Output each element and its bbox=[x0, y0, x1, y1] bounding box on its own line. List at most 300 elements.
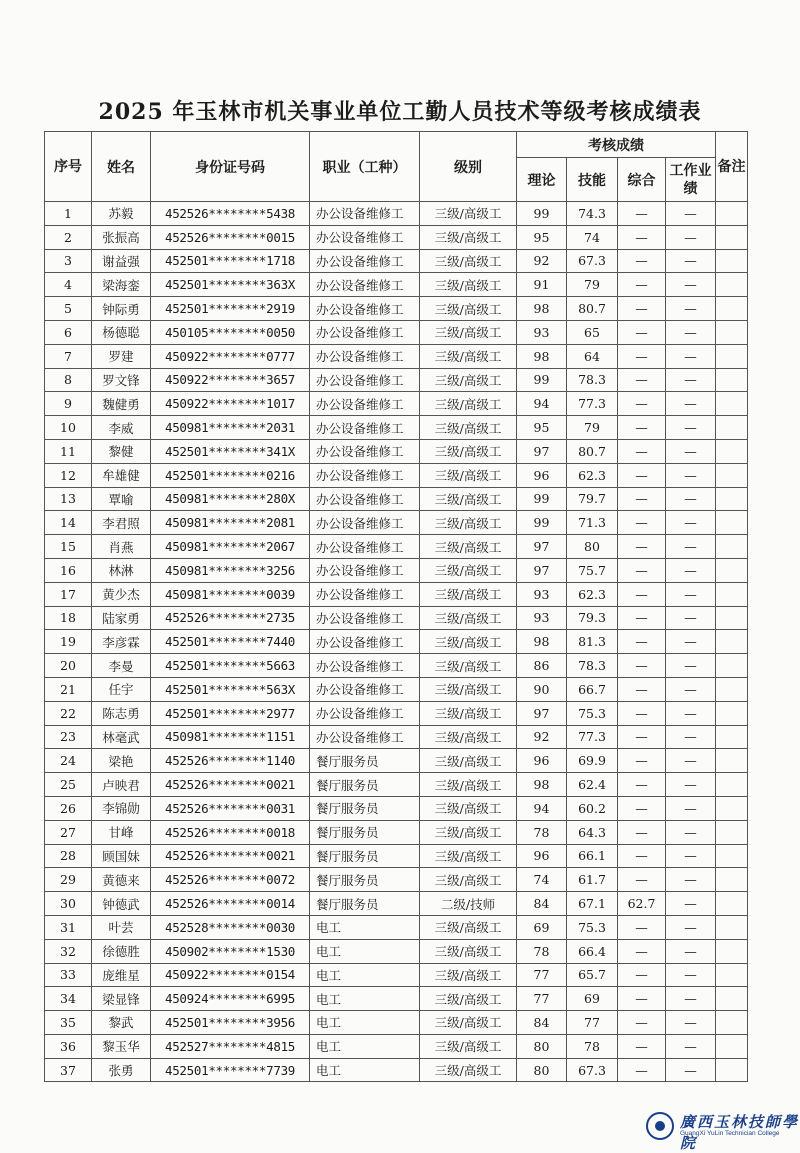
cell-theory: 94 bbox=[517, 392, 567, 416]
cell-performance: — bbox=[666, 297, 716, 321]
cell-seq: 16 bbox=[45, 558, 92, 582]
cell-skill: 80.7 bbox=[567, 439, 618, 463]
cell-skill: 81.3 bbox=[567, 630, 618, 654]
cell-level: 三级/高级工 bbox=[420, 487, 517, 511]
cell-seq: 36 bbox=[45, 1034, 92, 1058]
cell-overall: — bbox=[618, 439, 666, 463]
cell-skill: 69.9 bbox=[567, 749, 618, 773]
cell-skill: 61.7 bbox=[567, 868, 618, 892]
cell-name: 魏健勇 bbox=[92, 392, 151, 416]
cell-name: 梁艳 bbox=[92, 749, 151, 773]
cell-remark bbox=[716, 773, 748, 797]
header-remark: 备注 bbox=[716, 132, 748, 202]
cell-seq: 27 bbox=[45, 820, 92, 844]
cell-occupation: 办公设备维修工 bbox=[310, 463, 420, 487]
cell-skill: 62.3 bbox=[567, 582, 618, 606]
cell-theory: 97 bbox=[517, 535, 567, 559]
cell-skill: 79.7 bbox=[567, 487, 618, 511]
table-row bbox=[45, 915, 748, 939]
cell-remark bbox=[716, 1034, 748, 1058]
cell-occupation: 办公设备维修工 bbox=[310, 677, 420, 701]
cell-overall: — bbox=[618, 844, 666, 868]
cell-level: 三级/高级工 bbox=[420, 701, 517, 725]
cell-performance: — bbox=[666, 701, 716, 725]
cell-level: 三级/高级工 bbox=[420, 796, 517, 820]
cell-theory: 92 bbox=[517, 249, 567, 273]
cell-skill: 79.3 bbox=[567, 606, 618, 630]
cell-occupation: 办公设备维修工 bbox=[310, 582, 420, 606]
cell-occupation: 电工 bbox=[310, 1034, 420, 1058]
cell-remark bbox=[716, 892, 748, 916]
cell-level: 三级/高级工 bbox=[420, 225, 517, 249]
cell-theory: 93 bbox=[517, 320, 567, 344]
cell-theory: 97 bbox=[517, 439, 567, 463]
cell-theory: 98 bbox=[517, 630, 567, 654]
school-name-en: GuangXi YuLin Technician College bbox=[680, 1130, 780, 1137]
header-skill: 技能 bbox=[567, 158, 618, 202]
cell-theory: 80 bbox=[517, 1034, 567, 1058]
cell-name: 徐德胜 bbox=[92, 939, 151, 963]
cell-theory: 98 bbox=[517, 344, 567, 368]
header-name: 姓名 bbox=[92, 132, 151, 202]
cell-name: 陈志勇 bbox=[92, 701, 151, 725]
cell-overall: — bbox=[618, 368, 666, 392]
cell-level: 三级/高级工 bbox=[420, 273, 517, 297]
cell-skill: 75.3 bbox=[567, 915, 618, 939]
cell-overall: — bbox=[618, 511, 666, 535]
cell-level: 三级/高级工 bbox=[420, 1058, 517, 1082]
cell-occupation: 电工 bbox=[310, 987, 420, 1011]
cell-seq: 10 bbox=[45, 416, 92, 440]
cell-skill: 74.3 bbox=[567, 202, 618, 226]
cell-occupation: 办公设备维修工 bbox=[310, 225, 420, 249]
cell-seq: 15 bbox=[45, 535, 92, 559]
cell-id: 452528********0030 bbox=[151, 915, 310, 939]
cell-occupation: 办公设备维修工 bbox=[310, 535, 420, 559]
cell-seq: 33 bbox=[45, 963, 92, 987]
cell-overall: — bbox=[618, 654, 666, 678]
cell-performance: — bbox=[666, 749, 716, 773]
cell-id: 452526********0031 bbox=[151, 796, 310, 820]
cell-seq: 35 bbox=[45, 1011, 92, 1035]
cell-overall: — bbox=[618, 297, 666, 321]
cell-overall: — bbox=[618, 915, 666, 939]
cell-occupation: 餐厅服务员 bbox=[310, 868, 420, 892]
cell-id: 450922********3657 bbox=[151, 368, 310, 392]
cell-id: 452501********7739 bbox=[151, 1058, 310, 1082]
cell-theory: 84 bbox=[517, 892, 567, 916]
table-row bbox=[45, 463, 748, 487]
cell-occupation: 办公设备维修工 bbox=[310, 202, 420, 226]
table-row bbox=[45, 654, 748, 678]
cell-theory: 84 bbox=[517, 1011, 567, 1035]
cell-occupation: 电工 bbox=[310, 1011, 420, 1035]
cell-remark bbox=[716, 487, 748, 511]
cell-skill: 77 bbox=[567, 1011, 618, 1035]
cell-occupation: 餐厅服务员 bbox=[310, 820, 420, 844]
cell-remark bbox=[716, 844, 748, 868]
cell-overall: — bbox=[618, 558, 666, 582]
cell-theory: 98 bbox=[517, 773, 567, 797]
cell-skill: 65.7 bbox=[567, 963, 618, 987]
cell-performance: — bbox=[666, 939, 716, 963]
cell-overall: — bbox=[618, 796, 666, 820]
cell-overall: — bbox=[618, 416, 666, 440]
cell-performance: — bbox=[666, 987, 716, 1011]
cell-id: 452526********0015 bbox=[151, 225, 310, 249]
cell-seq: 34 bbox=[45, 987, 92, 1011]
cell-performance: — bbox=[666, 796, 716, 820]
cell-level: 三级/高级工 bbox=[420, 820, 517, 844]
cell-performance: — bbox=[666, 630, 716, 654]
cell-remark bbox=[716, 630, 748, 654]
cell-level: 三级/高级工 bbox=[420, 392, 517, 416]
table-row bbox=[45, 320, 748, 344]
cell-id: 452501********7440 bbox=[151, 630, 310, 654]
cell-theory: 99 bbox=[517, 487, 567, 511]
cell-skill: 71.3 bbox=[567, 511, 618, 535]
cell-theory: 96 bbox=[517, 749, 567, 773]
cell-id: 452501********1718 bbox=[151, 249, 310, 273]
cell-performance: — bbox=[666, 725, 716, 749]
cell-occupation: 办公设备维修工 bbox=[310, 487, 420, 511]
cell-overall: — bbox=[618, 463, 666, 487]
cell-theory: 78 bbox=[517, 820, 567, 844]
cell-occupation: 办公设备维修工 bbox=[310, 558, 420, 582]
cell-performance: — bbox=[666, 320, 716, 344]
cell-remark bbox=[716, 987, 748, 1011]
cell-id: 450981********3256 bbox=[151, 558, 310, 582]
cell-theory: 96 bbox=[517, 844, 567, 868]
cell-id: 450105********0050 bbox=[151, 320, 310, 344]
cell-level: 三级/高级工 bbox=[420, 1011, 517, 1035]
header-level: 级别 bbox=[420, 132, 517, 202]
cell-seq: 1 bbox=[45, 202, 92, 226]
table-row bbox=[45, 1011, 748, 1035]
cell-overall: — bbox=[618, 1034, 666, 1058]
cell-theory: 94 bbox=[517, 796, 567, 820]
cell-skill: 74 bbox=[567, 225, 618, 249]
table-row bbox=[45, 844, 748, 868]
cell-performance: — bbox=[666, 892, 716, 916]
cell-remark bbox=[716, 1011, 748, 1035]
cell-occupation: 办公设备维修工 bbox=[310, 297, 420, 321]
table-row bbox=[45, 892, 748, 916]
cell-theory: 77 bbox=[517, 963, 567, 987]
cell-seq: 17 bbox=[45, 582, 92, 606]
cell-theory: 95 bbox=[517, 416, 567, 440]
cell-name: 李锦勋 bbox=[92, 796, 151, 820]
cell-overall: — bbox=[618, 963, 666, 987]
cell-remark bbox=[716, 320, 748, 344]
cell-theory: 91 bbox=[517, 273, 567, 297]
cell-name: 钟德武 bbox=[92, 892, 151, 916]
cell-remark bbox=[716, 606, 748, 630]
table-row bbox=[45, 963, 748, 987]
cell-id: 450981********1151 bbox=[151, 725, 310, 749]
cell-seq: 2 bbox=[45, 225, 92, 249]
cell-performance: — bbox=[666, 368, 716, 392]
cell-performance: — bbox=[666, 416, 716, 440]
cell-name: 覃喻 bbox=[92, 487, 151, 511]
cell-overall: — bbox=[618, 273, 666, 297]
cell-id: 452501********0216 bbox=[151, 463, 310, 487]
cell-level: 三级/高级工 bbox=[420, 249, 517, 273]
cell-remark bbox=[716, 439, 748, 463]
cell-remark bbox=[716, 344, 748, 368]
cell-seq: 21 bbox=[45, 677, 92, 701]
cell-seq: 6 bbox=[45, 320, 92, 344]
cell-overall: — bbox=[618, 725, 666, 749]
cell-id: 452501********5663 bbox=[151, 654, 310, 678]
cell-performance: — bbox=[666, 558, 716, 582]
cell-id: 452526********1140 bbox=[151, 749, 310, 773]
cell-id: 452526********0021 bbox=[151, 844, 310, 868]
cell-seq: 9 bbox=[45, 392, 92, 416]
cell-occupation: 办公设备维修工 bbox=[310, 701, 420, 725]
cell-seq: 20 bbox=[45, 654, 92, 678]
cell-level: 三级/高级工 bbox=[420, 344, 517, 368]
cell-id: 452526********5438 bbox=[151, 202, 310, 226]
cell-remark bbox=[716, 868, 748, 892]
cell-seq: 25 bbox=[45, 773, 92, 797]
table-row bbox=[45, 202, 748, 226]
cell-skill: 78.3 bbox=[567, 368, 618, 392]
cell-skill: 77.3 bbox=[567, 725, 618, 749]
table-row bbox=[45, 297, 748, 321]
cell-id: 450902********1530 bbox=[151, 939, 310, 963]
cell-id: 450981********280X bbox=[151, 487, 310, 511]
cell-overall: — bbox=[618, 701, 666, 725]
cell-level: 三级/高级工 bbox=[420, 202, 517, 226]
cell-occupation: 餐厅服务员 bbox=[310, 892, 420, 916]
cell-occupation: 餐厅服务员 bbox=[310, 749, 420, 773]
cell-occupation: 办公设备维修工 bbox=[310, 654, 420, 678]
cell-name: 叶芸 bbox=[92, 915, 151, 939]
cell-occupation: 办公设备维修工 bbox=[310, 273, 420, 297]
cell-seq: 37 bbox=[45, 1058, 92, 1082]
cell-id: 452526********2735 bbox=[151, 606, 310, 630]
cell-remark bbox=[716, 915, 748, 939]
cell-performance: — bbox=[666, 654, 716, 678]
cell-skill: 65 bbox=[567, 320, 618, 344]
cell-name: 卢映君 bbox=[92, 773, 151, 797]
cell-remark bbox=[716, 582, 748, 606]
cell-level: 三级/高级工 bbox=[420, 773, 517, 797]
cell-overall: — bbox=[618, 344, 666, 368]
cell-performance: — bbox=[666, 868, 716, 892]
cell-skill: 62.3 bbox=[567, 463, 618, 487]
cell-theory: 98 bbox=[517, 297, 567, 321]
cell-seq: 30 bbox=[45, 892, 92, 916]
cell-occupation: 办公设备维修工 bbox=[310, 439, 420, 463]
cell-level: 三级/高级工 bbox=[420, 844, 517, 868]
cell-theory: 80 bbox=[517, 1058, 567, 1082]
cell-name: 李威 bbox=[92, 416, 151, 440]
cell-level: 三级/高级工 bbox=[420, 654, 517, 678]
table-row bbox=[45, 439, 748, 463]
cell-skill: 78.3 bbox=[567, 654, 618, 678]
cell-overall: — bbox=[618, 820, 666, 844]
cell-id: 450922********1017 bbox=[151, 392, 310, 416]
cell-remark bbox=[716, 463, 748, 487]
cell-occupation: 办公设备维修工 bbox=[310, 368, 420, 392]
cell-name: 陆家勇 bbox=[92, 606, 151, 630]
cell-name: 李君照 bbox=[92, 511, 151, 535]
cell-id: 450922********0777 bbox=[151, 344, 310, 368]
cell-skill: 67.3 bbox=[567, 1058, 618, 1082]
cell-occupation: 餐厅服务员 bbox=[310, 796, 420, 820]
cell-theory: 99 bbox=[517, 202, 567, 226]
cell-name: 张勇 bbox=[92, 1058, 151, 1082]
cell-overall: — bbox=[618, 606, 666, 630]
cell-skill: 75.7 bbox=[567, 558, 618, 582]
cell-level: 三级/高级工 bbox=[420, 535, 517, 559]
table-row bbox=[45, 225, 748, 249]
cell-name: 甘峰 bbox=[92, 820, 151, 844]
cell-name: 肖燕 bbox=[92, 535, 151, 559]
cell-performance: — bbox=[666, 963, 716, 987]
cell-seq: 5 bbox=[45, 297, 92, 321]
cell-skill: 64 bbox=[567, 344, 618, 368]
cell-level: 三级/高级工 bbox=[420, 582, 517, 606]
cell-performance: — bbox=[666, 463, 716, 487]
cell-overall: — bbox=[618, 487, 666, 511]
cell-overall: — bbox=[618, 202, 666, 226]
cell-skill: 80.7 bbox=[567, 297, 618, 321]
cell-name: 牟雄健 bbox=[92, 463, 151, 487]
cell-skill: 80 bbox=[567, 535, 618, 559]
table-row bbox=[45, 416, 748, 440]
table-row bbox=[45, 725, 748, 749]
cell-remark bbox=[716, 939, 748, 963]
cell-performance: — bbox=[666, 249, 716, 273]
cell-name: 罗建 bbox=[92, 344, 151, 368]
table-row bbox=[45, 796, 748, 820]
cell-level: 三级/高级工 bbox=[420, 677, 517, 701]
header-performance: 工作业绩 bbox=[666, 158, 716, 202]
cell-performance: — bbox=[666, 1058, 716, 1082]
cell-level: 三级/高级工 bbox=[420, 558, 517, 582]
cell-remark bbox=[716, 202, 748, 226]
cell-performance: — bbox=[666, 202, 716, 226]
cell-name: 黄少杰 bbox=[92, 582, 151, 606]
cell-theory: 77 bbox=[517, 987, 567, 1011]
cell-skill: 64.3 bbox=[567, 820, 618, 844]
cell-remark bbox=[716, 416, 748, 440]
header-scores: 考核成绩 bbox=[517, 132, 716, 158]
cell-theory: 93 bbox=[517, 582, 567, 606]
cell-performance: — bbox=[666, 915, 716, 939]
cell-id: 452526********0014 bbox=[151, 892, 310, 916]
table-row bbox=[45, 749, 748, 773]
cell-performance: — bbox=[666, 773, 716, 797]
cell-occupation: 电工 bbox=[310, 915, 420, 939]
cell-name: 苏毅 bbox=[92, 202, 151, 226]
cell-level: 三级/高级工 bbox=[420, 416, 517, 440]
cell-occupation: 办公设备维修工 bbox=[310, 511, 420, 535]
cell-seq: 26 bbox=[45, 796, 92, 820]
cell-occupation: 办公设备维修工 bbox=[310, 320, 420, 344]
cell-name: 黎玉华 bbox=[92, 1034, 151, 1058]
cell-overall: — bbox=[618, 1011, 666, 1035]
cell-overall: — bbox=[618, 1058, 666, 1082]
cell-theory: 74 bbox=[517, 868, 567, 892]
table-row bbox=[45, 630, 748, 654]
cell-id: 452501********2977 bbox=[151, 701, 310, 725]
table-row bbox=[45, 511, 748, 535]
cell-occupation: 办公设备维修工 bbox=[310, 630, 420, 654]
header-seq: 序号 bbox=[45, 132, 92, 202]
cell-level: 三级/高级工 bbox=[420, 725, 517, 749]
cell-remark bbox=[716, 820, 748, 844]
cell-performance: — bbox=[666, 1034, 716, 1058]
cell-remark bbox=[716, 749, 748, 773]
cell-level: 三级/高级工 bbox=[420, 939, 517, 963]
cell-remark bbox=[716, 701, 748, 725]
score-table-body bbox=[45, 202, 748, 1082]
cell-level: 三级/高级工 bbox=[420, 606, 517, 630]
table-row bbox=[45, 1058, 748, 1082]
cell-name: 杨德聪 bbox=[92, 320, 151, 344]
cell-seq: 23 bbox=[45, 725, 92, 749]
cell-remark bbox=[716, 963, 748, 987]
cell-seq: 29 bbox=[45, 868, 92, 892]
cell-level: 三级/高级工 bbox=[420, 630, 517, 654]
cell-performance: — bbox=[666, 606, 716, 630]
cell-name: 李曼 bbox=[92, 654, 151, 678]
table-row bbox=[45, 701, 748, 725]
cell-performance: — bbox=[666, 225, 716, 249]
cell-performance: — bbox=[666, 844, 716, 868]
cell-overall: — bbox=[618, 677, 666, 701]
cell-name: 梁显锋 bbox=[92, 987, 151, 1011]
cell-level: 二级/技师 bbox=[420, 892, 517, 916]
cell-occupation: 办公设备维修工 bbox=[310, 392, 420, 416]
cell-level: 三级/高级工 bbox=[420, 511, 517, 535]
cell-overall: — bbox=[618, 225, 666, 249]
header-overall: 综合 bbox=[618, 158, 666, 202]
cell-id: 450981********2081 bbox=[151, 511, 310, 535]
cell-performance: — bbox=[666, 1011, 716, 1035]
cell-theory: 97 bbox=[517, 701, 567, 725]
cell-seq: 7 bbox=[45, 344, 92, 368]
cell-performance: — bbox=[666, 273, 716, 297]
cell-occupation: 餐厅服务员 bbox=[310, 773, 420, 797]
cell-skill: 62.4 bbox=[567, 773, 618, 797]
cell-occupation: 电工 bbox=[310, 939, 420, 963]
table-row bbox=[45, 273, 748, 297]
cell-level: 三级/高级工 bbox=[420, 297, 517, 321]
cell-remark bbox=[716, 558, 748, 582]
cell-overall: — bbox=[618, 987, 666, 1011]
cell-name: 林淋 bbox=[92, 558, 151, 582]
cell-id: 450981********2067 bbox=[151, 535, 310, 559]
cell-name: 任宇 bbox=[92, 677, 151, 701]
cell-theory: 95 bbox=[517, 225, 567, 249]
cell-occupation: 办公设备维修工 bbox=[310, 249, 420, 273]
cell-seq: 4 bbox=[45, 273, 92, 297]
cell-seq: 11 bbox=[45, 439, 92, 463]
cell-performance: — bbox=[666, 439, 716, 463]
cell-level: 三级/高级工 bbox=[420, 1034, 517, 1058]
cell-skill: 69 bbox=[567, 987, 618, 1011]
cell-occupation: 餐厅服务员 bbox=[310, 844, 420, 868]
cell-skill: 67.3 bbox=[567, 249, 618, 273]
cell-theory: 69 bbox=[517, 915, 567, 939]
cell-remark bbox=[716, 225, 748, 249]
table-row bbox=[45, 868, 748, 892]
